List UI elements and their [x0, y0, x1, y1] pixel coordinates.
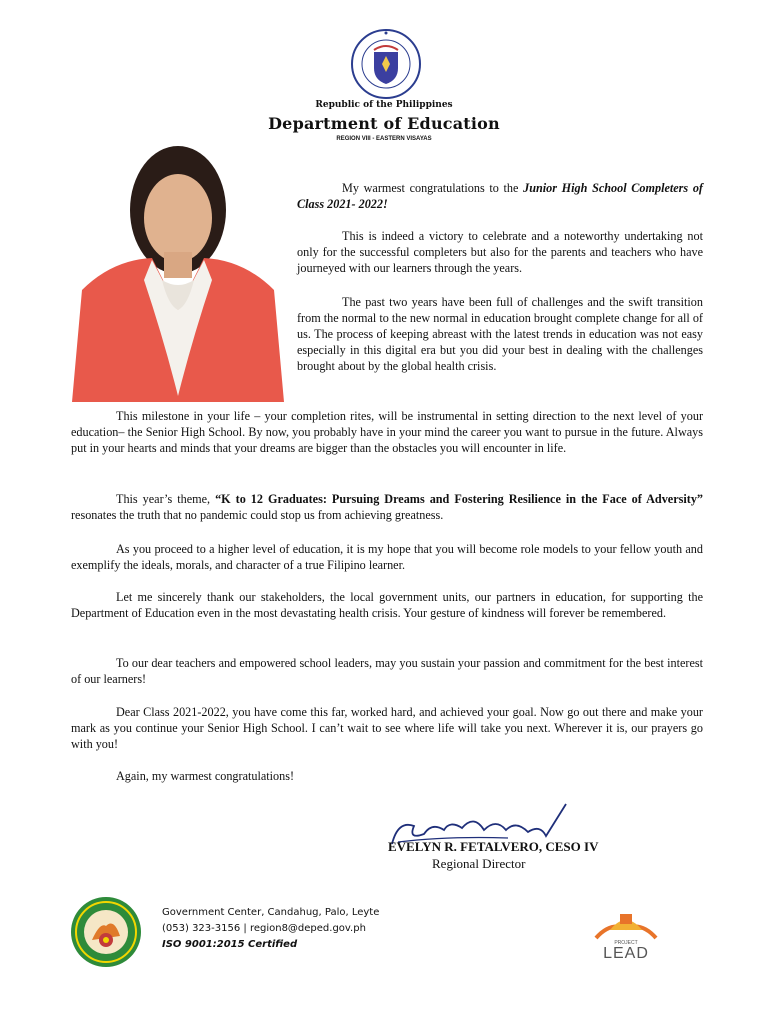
- p10-text: Again, my warmest congratulations!: [116, 769, 295, 783]
- deped-seal-logo: [350, 28, 422, 100]
- p5-theme: “K to 12 Graduates: Pursuing Dreams and Fostering Resilience in the Face of Adversity”: [215, 492, 704, 506]
- lead-text: LEAD: [603, 945, 649, 962]
- paragraph-3: [297, 294, 703, 374]
- p1-prefix: My warmest congratulations to the: [342, 181, 524, 195]
- lead-emblem-icon: [590, 908, 662, 942]
- p5-prefix: This year’s theme,: [116, 492, 216, 506]
- paragraph-7: [71, 589, 703, 621]
- paragraph-5: [71, 491, 703, 523]
- footer-info: [162, 905, 379, 953]
- p5-suffix: resonates the truth that no pandemic could stop us from achieving greatness.: [71, 508, 444, 522]
- paragraph-9: [71, 704, 703, 752]
- footer-address: Government Center, Candahug, Palo, Leyte: [162, 907, 380, 918]
- p4-text: This milestone in your life – your completion rites, will be instrumental in setting direction to the next level of your education– the Senior High School. By now, you probably have in your mind the career you want to pursue in the future. Always put in your hearts and minds that your dreams are bigger than the obstacles you will encounter in life.: [71, 409, 703, 455]
- paragraph-2: [297, 228, 703, 276]
- project-lead-logo: [590, 908, 662, 964]
- paragraph-10: [71, 768, 703, 784]
- p6-text: As you proceed to a higher level of education, it is my hope that you will become role models to your fellow youth and exemplify the ideals, morals, and character of a true Filipino learner.: [71, 542, 703, 572]
- paragraph-6: [71, 541, 703, 573]
- department-title: Department of Education: [268, 114, 500, 133]
- region-text: REGION VIII - EASTERN VISAYAS: [336, 136, 432, 142]
- signatory-name: EVELYN R. FETALVERO, CESO IV: [388, 839, 599, 854]
- paragraph-4: [71, 408, 703, 456]
- p1-emphasis: Junior High School Completers of Class 2021- 2022!: [297, 181, 703, 211]
- paragraph-8: [71, 655, 703, 687]
- portrait-photo: [72, 140, 284, 402]
- p3-text: The past two years have been full of challenges and the swift transition from the normal to the new normal in education brought complete change for all of us. The process of keeping abreast with the latest trends in education was not easy especially in this digital era but you did your best in dealing with the challenges brought about by the global health crisis.: [297, 295, 703, 373]
- signatory-title: Regional Director: [432, 856, 526, 871]
- republic-text: Republic of the Philippines: [315, 100, 453, 110]
- paragraph-1: [297, 180, 703, 212]
- p2-text: This is indeed a victory to celebrate and a noteworthy undertaking not only for the successful completers but also for the parents and teachers who have journeyed with our learners through the years.: [297, 229, 703, 275]
- lead-small-text: PROJECT: [614, 940, 638, 946]
- footer-iso: ISO 9001:2015 Certified: [162, 939, 298, 950]
- p7-text: Let me sincerely thank our stakeholders, the local government units, our partners in education, for supporting the Department of Education even in the most devastating health crisis. Your gesture of kindness will forever be remembered.: [71, 590, 703, 620]
- p8-text: To our dear teachers and empowered school leaders, may you sustain your passion and commitment for the best interest of our learners!: [71, 656, 703, 686]
- deped-region-logo: [70, 896, 142, 968]
- p9-text: Dear Class 2021-2022, you have come this far, worked hard, and achieved your goal. Now go out there and make your mark as you continue your Senior High School. I can’t wait to see where life will take you next. Wherever it is, our prayers go with you!: [71, 705, 703, 751]
- footer-contact: (053) 323-3156 | region8@deped.gov.ph: [162, 923, 366, 934]
